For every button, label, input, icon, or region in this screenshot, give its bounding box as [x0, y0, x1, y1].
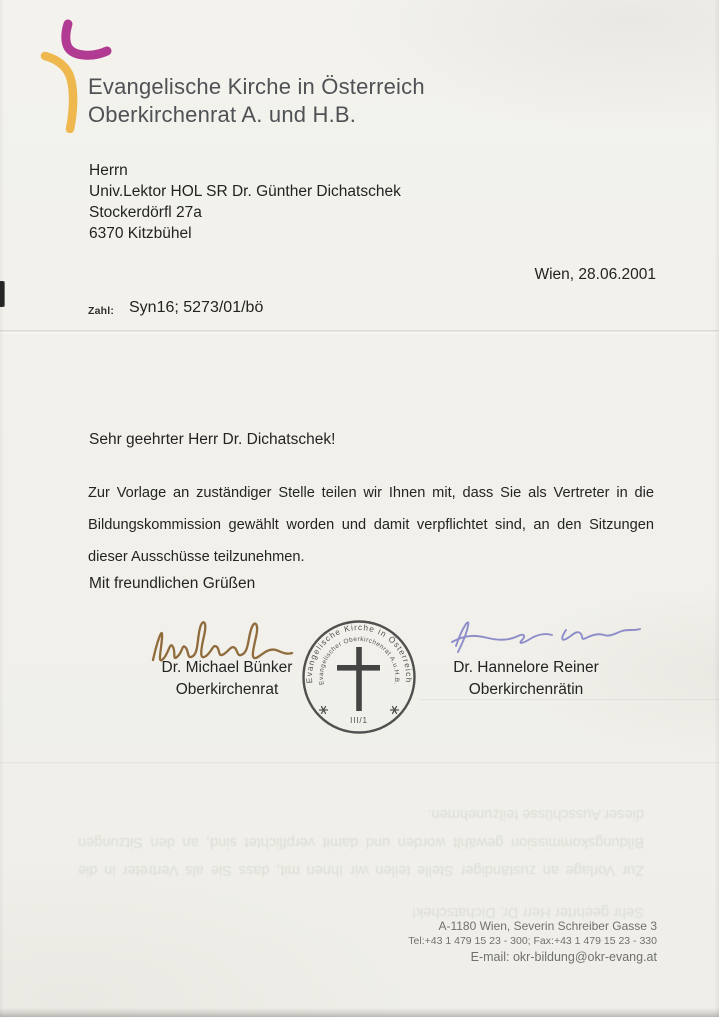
- signatory-right-block: [450, 657, 602, 701]
- fold-crease: [0, 330, 719, 334]
- body-line: dieser Ausschüsse teilzunehmen.: [88, 549, 305, 565]
- ghost-line: dieser Ausschüsse teilzunehmen.: [427, 806, 644, 822]
- body-line: Bildungskommission gewählt worden und damit verpflichtet sind, an den Sitzungen: [88, 517, 654, 533]
- body-line: Zur Vorlage an zuständiger Stelle teilen wir Ihnen mit, dass Sie als Vertreter in die: [88, 485, 654, 501]
- signatory-left-name: Dr. Michael Bünker: [161, 659, 293, 676]
- footer-address: A-1180 Wien, Severin Schreiber Gasse 3: [438, 919, 657, 933]
- reference-number: Syn16; 5273/01/bö: [129, 299, 264, 316]
- signatory-left-block: [158, 657, 296, 701]
- scan-edge-shadow: [0, 1008, 719, 1017]
- organization-department: Oberkirchenrat A. und H.B.: [88, 102, 357, 127]
- footer-phone-fax: Tel:+43 1 479 15 23 - 300; Fax:+43 1 479 15 23 - 330: [408, 935, 657, 947]
- signatory-right-name: Dr. Hannelore Reiner: [453, 659, 599, 676]
- bleed-through-text: [78, 800, 644, 926]
- stamp-cross-icon: [337, 647, 380, 711]
- place-date-line: Wien, 28.06.2001: [534, 266, 656, 283]
- staple-mark: [0, 281, 5, 307]
- official-round-stamp: [300, 618, 418, 736]
- ghost-line: Zur Vorlage an zuständiger Stelle teilen wir Ihnen mit, dass Sie als Vertreter in die: [78, 862, 644, 878]
- letter-salutation: Sehr geehrter Herr Dr. Dichatschek!: [89, 431, 336, 448]
- stamp-inner-text: Evangelischer Oberkirchenrat A.u.H.B.: [317, 635, 401, 686]
- letter-body-paragraph: [88, 477, 654, 573]
- scan-edge-shadow: [0, 0, 4, 1017]
- footer-contact-block: [408, 918, 657, 966]
- stamp-department-number: III/1: [350, 716, 368, 725]
- reference-label: Zahl:: [88, 305, 115, 317]
- recipient-city-line: 6370 Kitzbühel: [89, 225, 192, 242]
- recipient-salutation-line: Herrn: [89, 162, 128, 179]
- letter-closing: Mit freundlichen Grüßen: [89, 575, 256, 592]
- organization-name: Evangelische Kirche in Österreich: [88, 74, 425, 99]
- signature-hannelore-reiner-icon: [448, 608, 648, 656]
- recipient-street-line: Stockerdörfl 27a: [89, 204, 202, 221]
- footer-email: E-mail: okr-bildung@okr-evang.at: [470, 950, 657, 964]
- stamp-outer-text: Evangelische Kirche in Österreich: [304, 622, 414, 684]
- recipient-address-block: [89, 160, 401, 244]
- ghost-line: Bildungskommission gewählt worden und damit verpflichtet sind, an den Sitzungen: [78, 834, 644, 850]
- recipient-name-line: Univ.Lektor HOL SR Dr. Günther Dichatschek: [89, 183, 401, 200]
- signatory-left-title: Oberkirchenrat: [175, 681, 279, 698]
- fold-crease: [0, 762, 719, 765]
- scan-edge-shadow: [714, 0, 719, 1017]
- signatory-right-title: Oberkirchenrätin: [468, 681, 584, 698]
- ghost-line: Sehr geehrter Herr Dr. Dichatschek!: [412, 904, 644, 920]
